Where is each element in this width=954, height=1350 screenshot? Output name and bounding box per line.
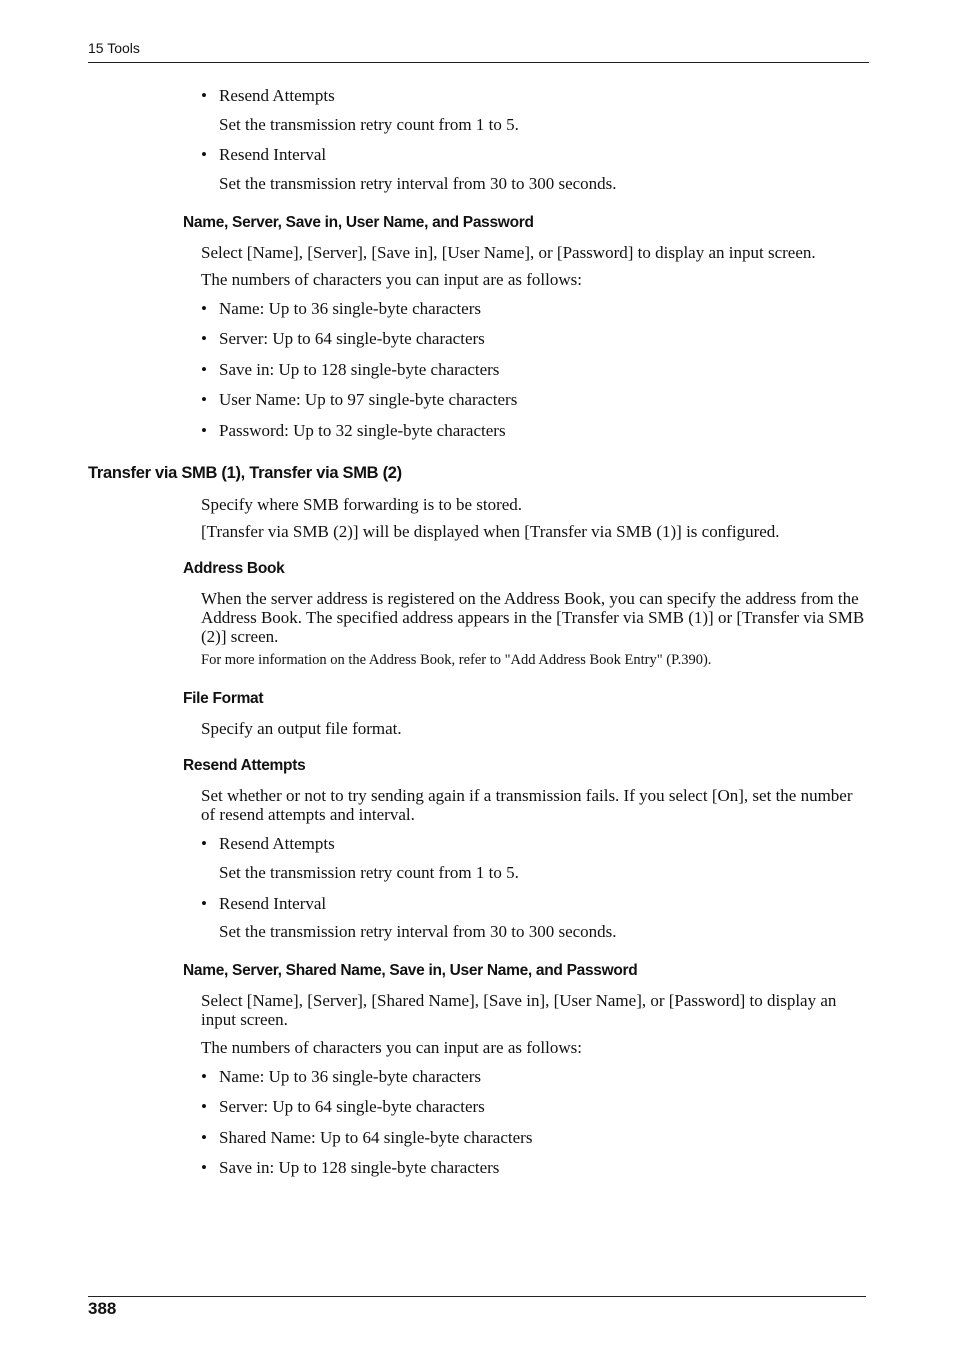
list-item [201,1067,861,1086]
bullet-text: Resend Attempts [219,834,335,853]
list-item-text: Shared Name: Up to 64 single-byte characters [219,1128,533,1147]
bullet-description: Set the transmission retry interval from 30 to 300 seconds. [219,174,617,193]
paragraph: When the server address is registered on the Address Book, you can specify the address from the Address Book. The specified address appears in the [Transfer via SMB (1)] or [Transfer via SMB (2)] screen. [201,589,865,646]
list-item [201,1158,861,1177]
list-item [201,329,861,348]
subsection-heading: Name, Server, Shared Name, Save in, User Name, and Password [183,962,638,979]
paragraph: Specify an output file format. [201,719,402,738]
subsection-heading: Name, Server, Save in, User Name, and Password [183,214,534,231]
bullet-glyph: • [201,360,207,379]
paragraph: Specify where SMB forwarding is to be stored. [201,495,523,514]
bullet-glyph: • [201,834,207,853]
list-item [201,421,861,440]
bullet-text: Resend Attempts [219,86,335,105]
bullet-glyph: • [201,145,207,164]
bullet-glyph: • [201,390,207,409]
bullet-description: Set the transmission retry count from 1 to 5. [219,115,519,134]
bullet-text: Resend Interval [219,894,327,913]
subsection-heading: Resend Attempts [183,757,306,774]
list-item-text: Password: Up to 32 single-byte characters [219,421,506,440]
subsection-heading: Address Book [183,560,285,577]
list-item-text: Server: Up to 64 single-byte characters [219,329,485,348]
page-number: 388 [88,1299,117,1318]
bullet-glyph: • [201,329,207,348]
paragraph: [Transfer via SMB (2)] will be displayed when [Transfer via SMB (1)] is configured. [201,522,780,541]
chapter-header: 15 Tools [88,40,140,56]
bullet-glyph: • [201,1097,207,1116]
list-item [201,360,861,379]
list-item-text: Name: Up to 36 single-byte characters [219,299,481,318]
paragraph: Select [Name], [Server], [Shared Name], [Save in], [User Name], or [Password] to display an input screen. [201,991,837,1029]
bullet-glyph: • [201,299,207,318]
subsection-heading: File Format [183,690,264,707]
list-item [201,1128,861,1147]
paragraph: The numbers of characters you can input are as follows: [201,270,582,289]
bullet-glyph: • [201,421,207,440]
paragraph: Set whether or not to try sending again if a transmission fails. If you select [On], set the number of resend attempts and interval. [201,786,853,824]
list-item-text: Save in: Up to 128 single-byte characters [219,360,500,379]
list-item [201,1097,861,1116]
bullet-item [201,86,861,105]
bullet-description: Set the transmission retry count from 1 to 5. [219,863,519,882]
bullet-glyph: • [201,894,207,913]
bullet-item [201,834,861,853]
bullet-item [201,145,861,164]
bullet-glyph: • [201,1067,207,1086]
footer-divider [88,1296,866,1297]
list-item-text: Server: Up to 64 single-byte characters [219,1097,485,1116]
bullet-glyph: • [201,1158,207,1177]
paragraph: Select [Name], [Server], [Save in], [User Name], or [Password] to display an input screen. [201,243,816,262]
list-item [201,390,861,409]
list-item-text: User Name: Up to 97 single-byte characters [219,390,518,409]
header-divider [88,62,869,63]
bullet-text: Resend Interval [219,145,327,164]
list-item-text: Save in: Up to 128 single-byte characters [219,1158,500,1177]
paragraph: The numbers of characters you can input are as follows: [201,1038,582,1057]
list-item-text: Name: Up to 36 single-byte characters [219,1067,481,1086]
reference-note: For more information on the Address Book, refer to "Add Address Book Entry" (P.390). [201,652,712,668]
bullet-glyph: • [201,86,207,105]
bullet-glyph: • [201,1128,207,1147]
section-heading: Transfer via SMB (1), Transfer via SMB (2) [88,464,402,482]
bullet-item [201,894,861,913]
bullet-description: Set the transmission retry interval from 30 to 300 seconds. [219,922,617,941]
list-item [201,299,861,318]
